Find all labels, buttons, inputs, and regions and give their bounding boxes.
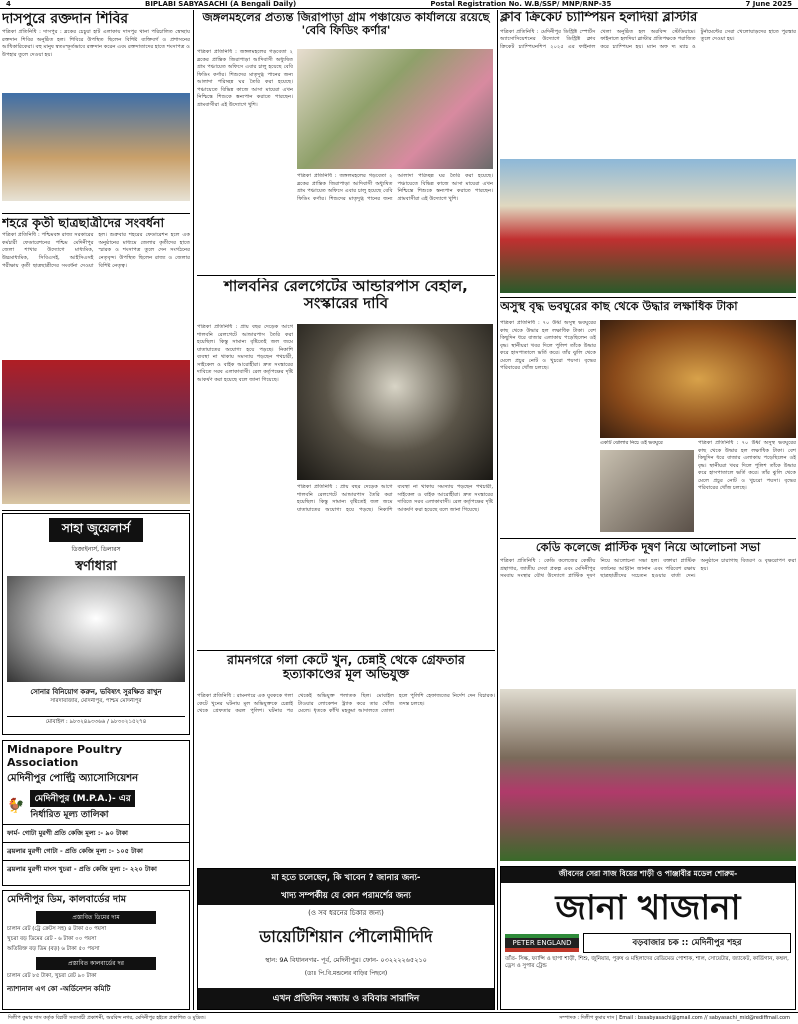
eggs-line-3: অতিরিক্ত বড় ডিম (বড়) ৬ টাকা ৫০ পয়সা: [7, 946, 100, 952]
divider: [197, 650, 495, 651]
divider: [2, 213, 190, 214]
article-body: পত্রিকা প্রতিনিধি : ৭০ উর্ধ্ব অসুস্থ ভবঘুরের কাছ থেকে উদ্ধার হল লক্ষাধিক টাকা। বেশ কিছুদিন ধরে বাজার এলাকায় পড়েছিলেন ওই বৃদ্ধ। স্থানীয়রা খবর দিলে পুলিশ তাঁকে উদ্ধার করে হাসপাতালে ভর্তি করে। তাঁর ঝুলি থেকে মেলে প্রচুর নোট ও খুচরো পয়সা। বৃদ্ধের পরিবারের খোঁজ চলছে।: [500, 320, 596, 372]
jewellery-brand: সাহা জুয়েলার্স: [49, 518, 143, 542]
article-body: পত্রিকা প্রতিনিধি : রামনগরে এক যুবককে গলা কেটে খুনের ঘটনায় মূল অভিযুক্তকে চেন্নাই থেকে গ্রেফতার করল পুলিশ। ঘটনার পর থেকেই অভিযুক্ত পলাতক ছিল। মোবাইল টাওয়ার লোকেশন ট্র্যাক করে তার খোঁজ মেলে। ধৃতকে কাঁথি মহকুমা আদালতে তোলা হলে পুলিশি হেফাজতের নির্দেশ দেন বিচারক। তদন্ত চলছে।: [197, 693, 495, 715]
eggs-line-4: চালান রেট ৮৫ টাকা, খুচরা রেট ৯০ টাকা: [7, 973, 97, 979]
article-body: পত্রিকা প্রতিনিধি : দাসপুর : ব্লকের চেচুয়া হাট এলাকায় দাসপুর থানা পরিচালিত স্বেচ্ছায় রক্তদান শিবির অনুষ্ঠিত হল। শিবিরে উপস্থিত ছিলেন বিশিষ্ট ব্যক্তিবর্গ ও প্রশাসনের আধিকারিকেরা। বহু মানুষ স্বতঃস্ফূর্তভাবে রক্তদান করেন এবং রক্তদাতাদের হাতে শংসাপত্র ও উপহার তুলে দেওয়া হয়।: [2, 29, 190, 58]
divider: [197, 275, 495, 276]
headline: ক্লাব ক্রিকেট চ্যাম্পিয়ন হলদিয়া ব্লাস্টার: [500, 11, 698, 25]
footer-contact: সম্পাদক : দিলীপ কুমার দাস | Email : bssabyasachi@gmail.com // sabyasachi_mid@rediffmail.com: [559, 1014, 790, 1021]
ad-jana-khajana: [500, 866, 796, 1010]
article-ramnagar-murder: [197, 653, 495, 865]
issue-date: 7 June 2025: [745, 0, 792, 8]
blood-camp-photo: [2, 93, 190, 201]
diet-top-2: খাদ্য সম্পর্কীয় যে কোন পরামর্শের জন্য: [198, 887, 494, 905]
article-rail-underpass: [197, 278, 495, 648]
poultry-title-en: Midnapore Poultry Association: [7, 743, 123, 769]
divider: [500, 538, 796, 539]
jewellery-address: সারদাবাজার, মেদিনীপুর, পশ্চিম মেদিনীপুর: [50, 698, 142, 704]
eggs-box2: প্রস্তাবিত কালবার্ডের দর: [36, 957, 156, 970]
felicitation-photo: [2, 360, 190, 504]
headline: শালবনির রেলগেটের আন্ডারপাস বেহাল, সংস্কারের দাবি: [224, 278, 468, 313]
paper-name: BIPLABI SABYASACHI (A Bengali Daily): [144, 0, 297, 8]
headline: শহরে কৃতী ছাত্রছাত্রীদের সংবর্ধনা: [2, 216, 165, 230]
column-divider: [193, 10, 194, 1010]
photo-caption: একটি ঝোলার নিচে ওই ভবঘুরে: [600, 440, 663, 446]
eggs-line-5: ন্যাশানাল এগ কো -অর্ডিনেশন কমিটি: [7, 985, 111, 993]
article-body-continued: পত্রিকা প্রতিনিধি : প্রায় বছর দেড়েক আগে শালবনি রেলগেটে আন্ডারপাস তৈরি করা হয়েছিল। কিন্তু সামান্য বৃষ্টিতেই জল জমে যাতায়াতের অযোগ্য হয়ে পড়ছে। নিকাশি ব্যবস্থা না থাকায় সমস্যায় পড়ছেন পথচারী, সাইকেল ও বাইক আরোহীরা। দ্রুত সংস্কারের দাবিতে সরব এলাকাবাসী। রেল কর্তৃপক্ষের দৃষ্টি আকর্ষণ করা হয়েছে বলে জানা গিয়েছে।: [297, 484, 493, 513]
divider: [2, 510, 190, 511]
poultry-subhead2: নির্ধারিত মূল্য তালিকা: [30, 810, 109, 820]
article-body: পত্রিকা প্রতিনিধি : প্রায় বছর দেড়েক আগে শালবনি রেলগেটে আন্ডারপাস তৈরি করা হয়েছিল। কিন্তু সামান্য বৃষ্টিতেই জল জমে যাতায়াতের অযোগ্য হয়ে পড়ছে। নিকাশি ব্যবস্থা না থাকায় সমস্যায় পড়ছেন পথচারী, সাইকেল ও বাইক আরোহীরা। দ্রুত সংস্কারের দাবিতে সরব এলাকাবাসী। রেল কর্তৃপক্ষের দৃষ্টি আকর্ষণ করা হয়েছে বলে জানা গিয়েছে।: [197, 324, 293, 383]
diet-name: ডায়েটিশিয়ান পৌলোমীদিদি: [259, 927, 433, 946]
article-body-continued: পত্রিকা প্রতিনিধি : জঙ্গলমহলের গড়বেতা ২ ব্লকের প্রান্তিক জিরাপাড়া আদিবাসী অধ্যুষিত গ্রাম পঞ্চায়েত অফিসে এবার চালু হয়েছে বেবি ফিডিং কর্ণার। শিশুদের মাতৃদুগ্ধ পানের জন্য আলাদা পরিচ্ছন্ন ঘর তৈরি করা হয়েছে। পঞ্চায়েতে বিভিন্ন কাজে আসা মায়েরা এখন নিশ্চিন্তে শিশুকে স্তন্যপান করাতে পারছেন। গ্রামবাসীরা এই উদ্যোগে খুশি।: [297, 173, 493, 202]
poultry-subhead: মেদিনীপুর (M.P.A.)- এর: [30, 790, 134, 807]
jana-address: বড়বাজার চক :: মেদিনীপুর শহর: [583, 933, 791, 953]
eggs-line-1: চালান রেট (ট্রে ক্রেটস সহ) ৪ টাকা ৫০ পয়সা: [7, 926, 107, 932]
poultry-rate-3: ব্রয়লার মুরগী মাংস খুচরা - প্রতি কেজি মূল্য :- ২২০ টাকা: [3, 860, 189, 878]
peter-england-text: PETER ENGLAND: [505, 938, 579, 948]
page-number: 4: [6, 0, 11, 8]
poultry-rate-2: ব্রয়লার মুরগী গোটা - প্রতি কেজি মূল্য :- ১০৫ টাকা: [3, 842, 189, 860]
article-vagrant-cash: [500, 300, 796, 536]
article-body: পত্রিকা প্রতিনিধি : পশ্চিমবঙ্গ রাজ্য সরকারের কর্মচারী ফেডারেশনের পশ্চিম মেদিনীপুর জেলা শাখার উদ্যোগে মাধ্যমিক, উচ্চমাধ্যমিক, সিবিএসই, আইসিএসই পরীক্ষায় কৃতী ছাত্রছাত্রীদের সংবর্ধনা দেওয়া হল। শুক্রবার শহরের ফেডারেশন হলে এক অনুষ্ঠানের মাধ্যমে জেলার কৃতীদের হাতে স্মারক ও শংসাপত্র তুলে দেন সংগঠনের নেতৃবৃন্দ। উপস্থিত ছিলেন রাজ্য ও জেলার বিশিষ্ট নেতৃত্ব।: [2, 232, 190, 269]
jewellery-phone: মোবাইল : ৯৮৩২৪৯৩৩৬৬ / ৯৮৩০২১৫২৭৪: [7, 716, 185, 727]
headline: অসুস্থ বৃদ্ধ ভবঘুরের কাছ থেকে উদ্ধার লক্ষাধিক টাকা: [500, 300, 738, 313]
headline: দাসপুরে রক্তদান শিবির: [2, 11, 129, 27]
poultry-rate-1: ফার্ম- গোটা মুরগী প্রতি কেজি মূল্য :- ৯০ টাকা: [3, 824, 189, 842]
ad-egg-prices: [2, 890, 190, 1010]
cash-photo: [600, 320, 796, 438]
headline: জঙ্গলমহলের প্রত্যন্ত জিরাপাড়া গ্রাম পঞ্চায়েত কার্যালয়ে রয়েছে 'বেবি ফিডিং কর্ণার': [202, 11, 490, 38]
vagrant-photo: [600, 450, 694, 532]
eggs-title: মেদিনীপুর ডিম, কালবার্ডের দাম: [7, 894, 126, 905]
article-body-continued: পত্রিকা প্রতিনিধি : ৭০ উর্ধ্ব অসুস্থ ভবঘুরের কাছ থেকে উদ্ধার হল লক্ষাধিক টাকা। বেশ কিছুদিন ধরে বাজার এলাকায় পড়েছিলেন ওই বৃদ্ধ। স্থানীয়রা খবর দিলে পুলিশ তাঁকে উদ্ধার করে হাসপাতালে ভর্তি করে। তাঁর ঝুলি থেকে মেলে প্রচুর নোট ও খুচরো পয়সা। বৃদ্ধের পরিবারের খোঁজ চলছে।: [698, 440, 796, 492]
necklace-photo: [7, 576, 185, 682]
headline: কেডি কলেজে প্লাস্টিক দূষণ নিয়ে আলোচনা সভা: [535, 541, 761, 554]
diet-top-3: (ও সব ধরনের চিকার জন্য): [308, 909, 384, 917]
poultry-subhead-row: [3, 788, 189, 824]
ad-poultry: [2, 740, 190, 886]
diet-address: স্থান: 9A বিধাননগর- পূর্ব, মেদিনীপুর। ফোন- ০৩২২২২৬৫২১০: [265, 956, 427, 964]
footer-imprint: দিলীপ কুমার দাস কর্তৃক বিপ্লবী সব্যসাচী প্রকাশনী, অরবিন্দ নগর, মেদিনীপুর হইতে প্রকাশিত ও মুদ্রিত।: [8, 1014, 206, 1021]
poultry-title-bn: মেদিনীপুর পোল্ট্রি অ্যাসোসিয়েশন: [7, 773, 139, 784]
diet-top-1: মা হতে চলেছেন, কি খাবেন ? জানার জন্য-: [198, 869, 494, 887]
eggs-box1: প্রস্তাবিত ডিমের দাম: [36, 911, 156, 924]
divider: [500, 297, 796, 298]
article-blood-donation: [2, 11, 190, 211]
jewellery-slogan: সোনার বিনিয়োগ করুন, ভবিষ্যৎ সুরক্ষিত রাখুন: [30, 688, 162, 696]
jana-top: জীবনের সেরা সাজ বিয়ের শাড়ী ও পাঞ্জাবীর মডেল শোরুম-: [501, 867, 795, 883]
postal-reg: Postal Registration No. W.B/SSP/ MNP/RNP-35: [430, 0, 612, 8]
diet-bottom: এখন প্রতিদিন সন্ধ্যায় ও রবিবার সারাদিন: [198, 988, 494, 1009]
diet-address-2: (ডাঃ পি.বি.মন্ডলের বাড়ির পিছনে): [304, 970, 388, 977]
article-plastic-seminar: [500, 541, 796, 863]
column-divider: [497, 10, 498, 1010]
article-baby-feeding: [197, 11, 495, 273]
masthead-strip: [0, 0, 798, 9]
jewellery-tag: স্বর্ণাধারা: [75, 559, 117, 574]
hen-icon: 🐓: [7, 798, 25, 814]
eggs-line-2: খুচরা বড় ডিমের রেট - ৬ টাকা ০০ পয়সা: [7, 936, 97, 942]
article-students-felicitation: [2, 216, 190, 506]
ad-dietitian: [197, 868, 495, 1010]
peter-england-logo: [505, 934, 579, 952]
article-body: পত্রিকা প্রতিনিধি : জঙ্গলমহলের গড়বেতা ২ ব্লকের প্রান্তিক জিরাপাড়া আদিবাসী অধ্যুষিত গ্রাম পঞ্চায়েত অফিসে এবার চালু হয়েছে বেবি ফিডিং কর্ণার। শিশুদের মাতৃদুগ্ধ পানের জন্য আলাদা পরিচ্ছন্ন ঘর তৈরি করা হয়েছে। পঞ্চায়েতে বিভিন্ন কাজে আসা মায়েরা এখন নিশ্চিন্তে শিশুকে স্তন্যপান করাতে পারছেন। গ্রামবাসীরা এই উদ্যোগে খুশি।: [197, 49, 293, 108]
jewellery-sub: ডিজাইনার্স, ডিলারস: [71, 546, 121, 553]
champion-team-photo: [500, 159, 796, 293]
tree-planting-photo: [500, 689, 796, 861]
ad-jewellery: [2, 513, 190, 735]
article-cricket: [500, 11, 796, 295]
feeding-room-photo: [297, 49, 493, 169]
jana-logo-row: [501, 933, 795, 953]
underpass-photo: [297, 324, 493, 480]
article-body: পত্রিকা প্রতিনিধি : কেডি কলেজের কেন্দ্রীয় গ্রন্থাগার, জাতীয় সেবা প্রকল্প এবং মেদিনীপুর সমবায় সংস্থার যৌথ উদ্যোগে প্লাস্টিক দূষণ নিয়ে আলোচনা সভা হল। বক্তারা প্লাস্টিক বর্জনের আহ্বান জানান এবং পরিবেশ রক্ষায় ছাত্রছাত্রীদের সচেতন হওয়ার বার্তা দেন। অনুষ্ঠানে চারাগাছ বিতরণ ও বৃক্ষরোপণ করা হয়।: [500, 558, 796, 580]
jana-brand: জানা খাজানা: [555, 888, 741, 928]
imprint-footer: [0, 1012, 798, 1024]
jana-items: তাঁত- সিল্ক, ফ্যান্সি ও ছাপা শাড়ী, শিশু, জুনিয়ার, পুরুষ ও মহিলাদের রেডিমেড পোশাক, শাল, সোয়েটার, জ্যাকেট, কার্ডিগান, কম্বল, ড্রেস ও সুপার ট্রেন্ড: [505, 955, 789, 970]
article-body: পত্রিকা প্রতিনিধি : মেদিনীপুর ডিস্ট্রিক্ট স্পোর্টস অ্যাসোসিয়েশনের উদ্যোগে ডিস্ট্রিক্ট ক্লাব ক্রিকেট চ্যাম্পিয়নশিপ ২০২৫ এর ফাইনাল খেলা অনুষ্ঠিত হল অরবিন্দ স্টেডিয়ামে। ফাইনালে হলদিয়া ব্লাস্টার প্রতিপক্ষকে পরাজিত করে চ্যাম্পিয়ন হয়। ম্যান অফ দ্য ম্যাচ ও টুর্নামেন্টের সেরা খেলোয়াড়দের হাতে পুরস্কার তুলে দেওয়া হয়।: [500, 28, 796, 50]
headline: রামনগরে গলা কেটে খুন, চেন্নাই থেকে গ্রেফতার হত্যাকাণ্ডের মূল অভিযুক্ত: [227, 653, 465, 682]
